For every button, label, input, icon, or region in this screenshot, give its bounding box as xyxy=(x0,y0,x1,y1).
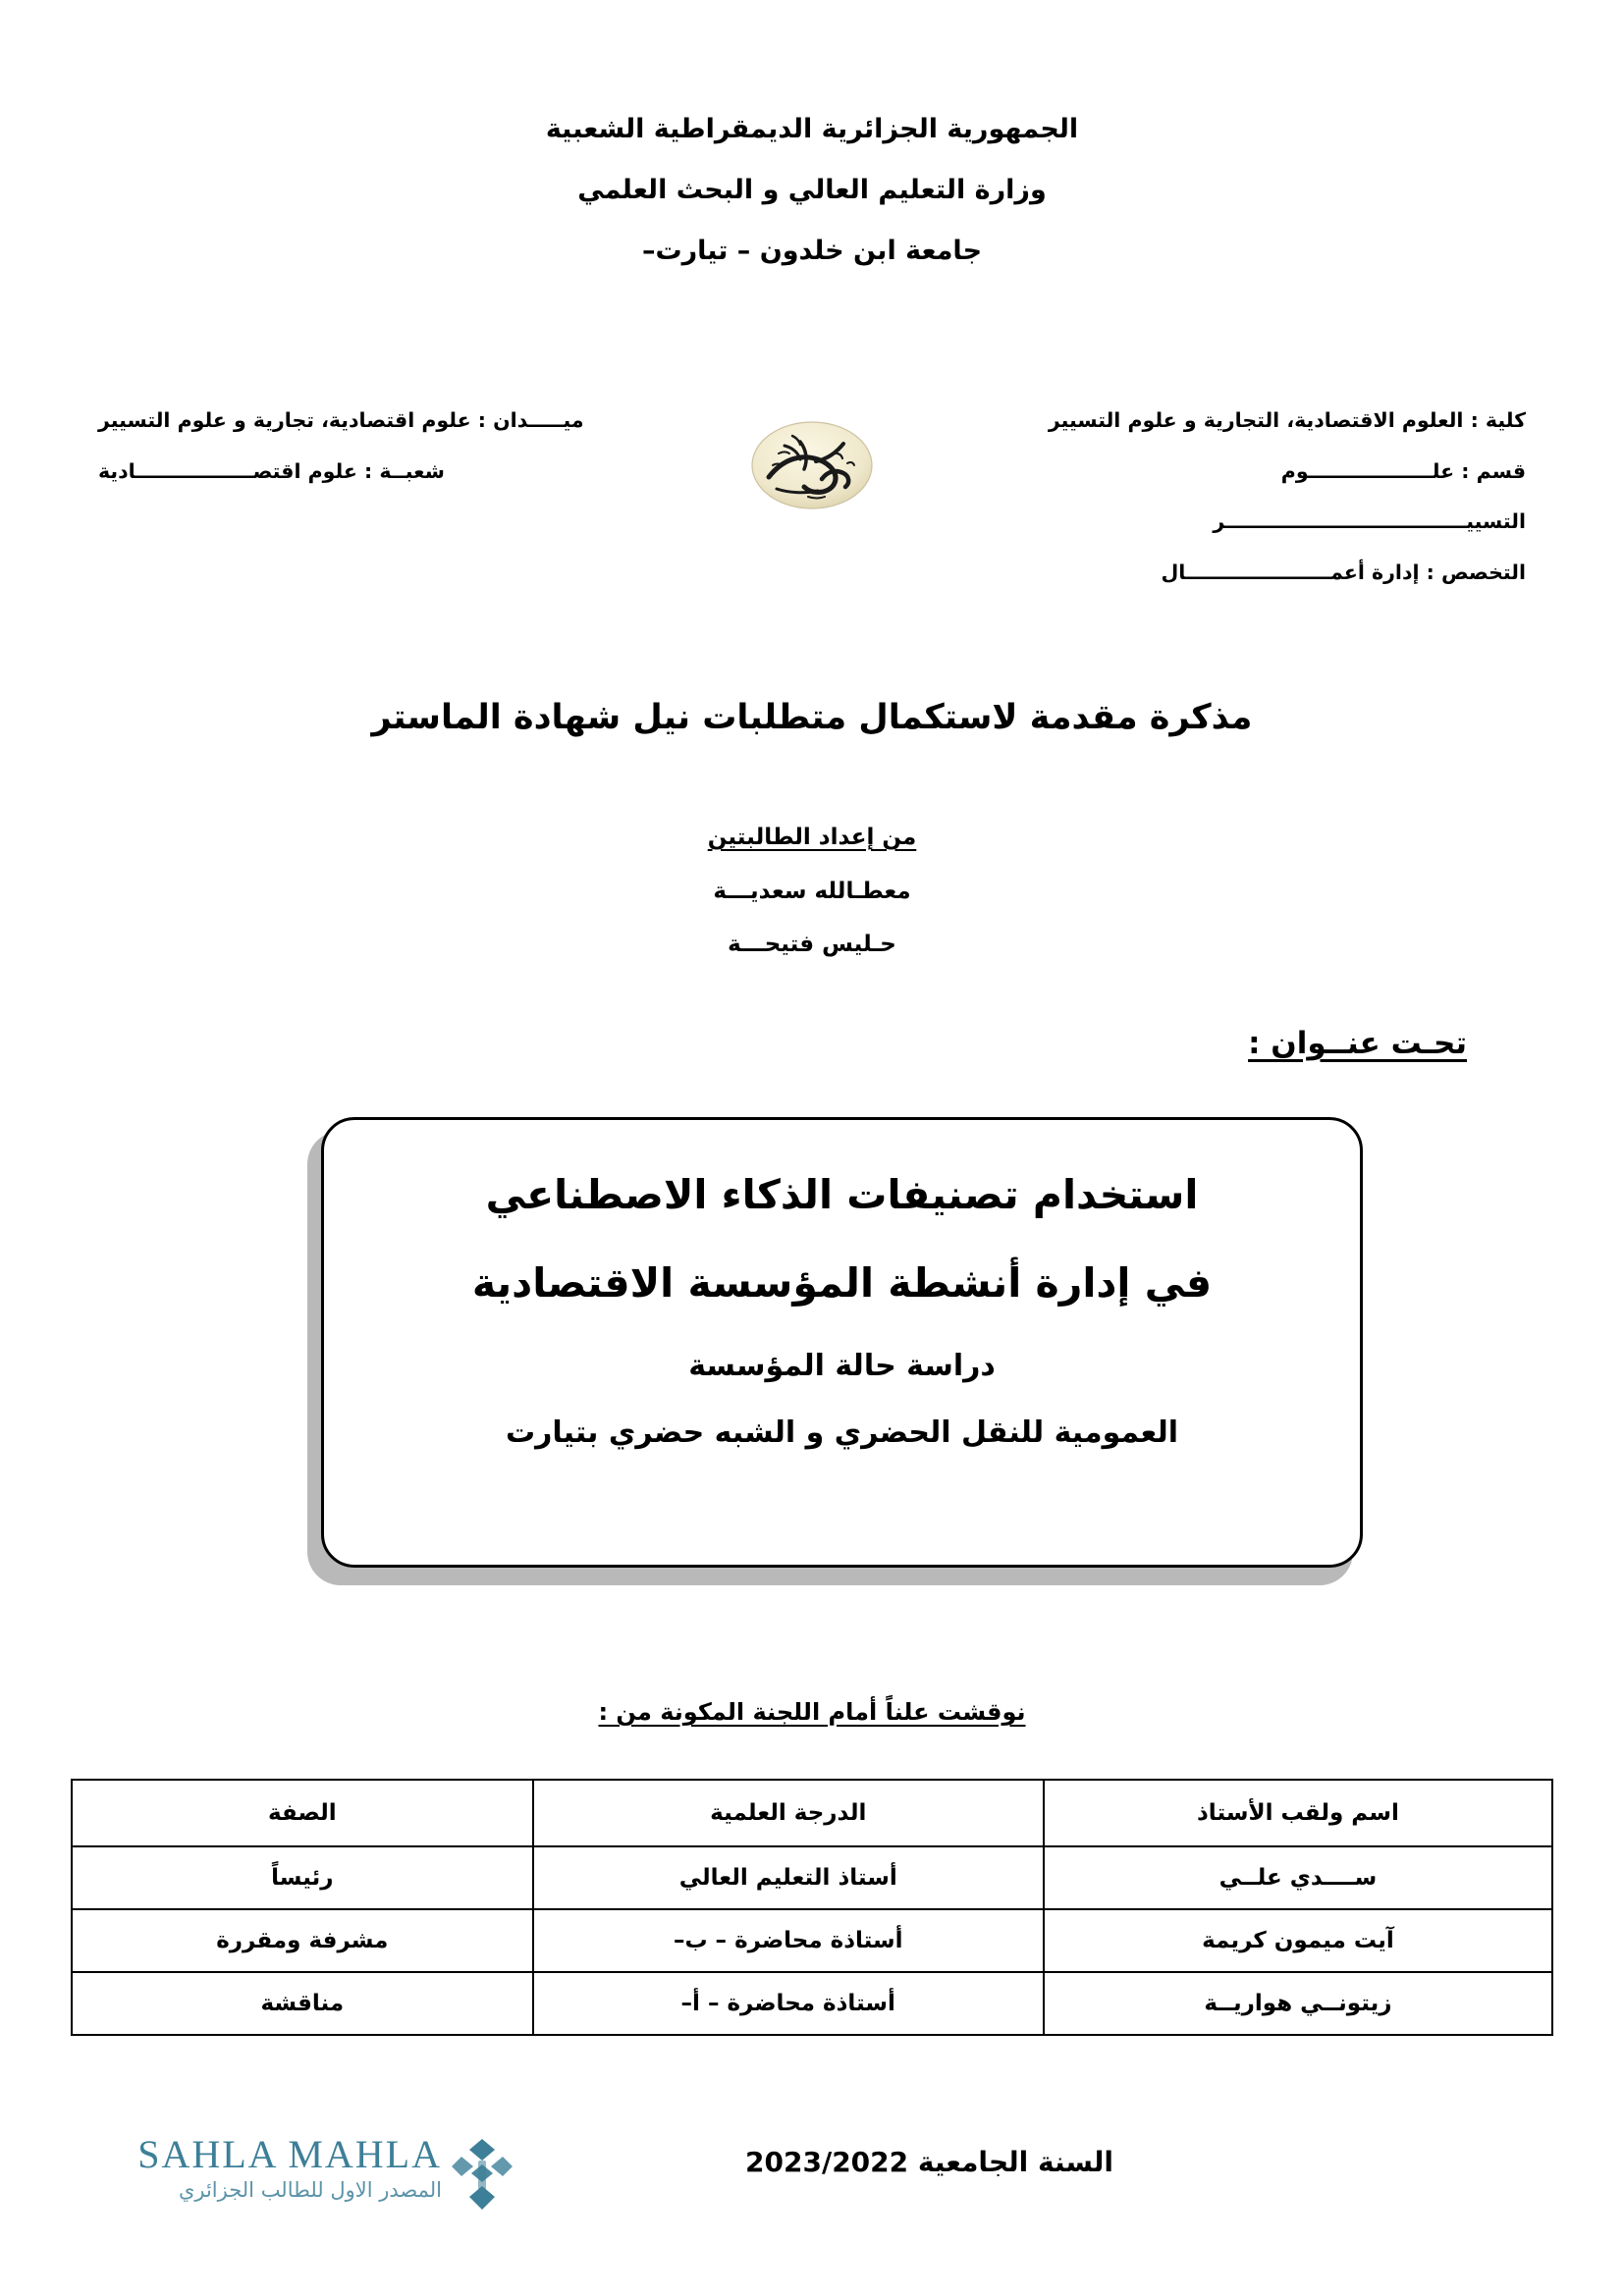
students-label: من إعداد الطالبتين xyxy=(707,825,917,850)
table-row xyxy=(72,1846,1552,1909)
brand-tagline: المصدر الاول للطالب الجزائري xyxy=(178,2178,442,2202)
jury-degree-2: أستاذة محاضرة – ب– xyxy=(533,1909,1044,1972)
jury-degree-1: أستاذ التعليم العالي xyxy=(533,1846,1044,1909)
domain-label: ميـــــدان : علوم اقتصادية، تجارية و علوم التسيير xyxy=(98,408,584,432)
faculty-info-block xyxy=(98,410,1526,636)
table-row xyxy=(72,1909,1552,1972)
jury-name-3: زيتونــي هواريــة xyxy=(1044,1972,1552,2035)
thesis-subtitle-line-2: العمومية للنقل الحضري و الشبه حضري بتيارت xyxy=(505,1415,1179,1450)
column-header-role: الصفة xyxy=(72,1780,533,1846)
column-header-name: اسم ولقب الأستاذ xyxy=(1044,1780,1552,1846)
thesis-title-box xyxy=(321,1117,1363,1568)
jury-degree-3: أستاذة محاضرة – أ– xyxy=(533,1972,1044,2035)
header-line-university: جامعة ابن خلدون – تيارت– xyxy=(641,236,983,266)
jury-name-1: ســــدي علــي xyxy=(1044,1846,1552,1909)
under-title-label: تحـت عنــوان : xyxy=(1248,1026,1467,1061)
branch-label: شعبــة : علوم اقتصـــــــــــــــــادية xyxy=(98,458,445,483)
jury-role-3: مناقشة xyxy=(72,1972,533,2035)
faculty-label: كلية : العلوم الاقتصادية، التجارية و علوم التسيير xyxy=(1048,408,1526,432)
faculty-info-left-column xyxy=(98,410,648,511)
sahla-mahla-branding xyxy=(108,2132,520,2243)
jury-table xyxy=(71,1779,1553,2036)
student-name-1: معطـالله سعديـــة xyxy=(713,879,911,904)
speciality-label: التخصص : إدارة أعمـــــــــــــــــــــال xyxy=(1161,560,1526,584)
department-label-continued: التسييـــــــــــــــــــــــــــــــــــر xyxy=(1213,509,1526,533)
sahla-mahla-logo-icon xyxy=(450,2137,514,2214)
brand-name: SAHLA MAHLA xyxy=(137,2132,442,2176)
table-row xyxy=(72,1972,1552,2035)
diploma-statement: مذكرة مقدمة لاستكمال متطلبات نيل شهادة الماستر xyxy=(371,698,1253,737)
academic-year-label: السنة الجامعية 2023/2022 xyxy=(745,2146,1113,2178)
jury-name-2: آيت ميمون كريمة xyxy=(1044,1909,1552,1972)
jury-role-1: رئيساً xyxy=(72,1846,533,1909)
table-header-row xyxy=(72,1780,1552,1846)
jury-role-2: مشرفة ومقررة xyxy=(72,1909,533,1972)
header-line-republic: الجمهورية الجزائرية الديمقراطية الشعبية xyxy=(545,114,1079,144)
jury-intro-label: نوقشت علناً أمام اللجنة المكونة من : xyxy=(598,1698,1026,1726)
thesis-subtitle-line-1: دراسة حالة المؤسسة xyxy=(688,1349,996,1383)
faculty-info-right-column xyxy=(976,410,1526,613)
student-name-2: حـليس فتيحـــة xyxy=(728,932,896,957)
thesis-title-line-2: في إدارة أنشطة المؤسسة الاقتصادية xyxy=(471,1259,1213,1307)
thesis-title-box-wrapper xyxy=(321,1117,1384,1585)
students-section xyxy=(0,825,1624,987)
header-line-ministry: وزارة التعليم العالي و البحث العلمي xyxy=(577,175,1047,205)
university-seal-icon xyxy=(749,420,875,510)
department-label: قسم : علــــــــــــــــــوم xyxy=(1280,458,1526,483)
brand-text-block xyxy=(108,2132,442,2203)
thesis-title-line-1: استخدام تصنيفات الذكاء الاصطناعي xyxy=(485,1171,1199,1218)
column-header-degree: الدرجة العلمية xyxy=(533,1780,1044,1846)
national-header xyxy=(0,116,1624,298)
